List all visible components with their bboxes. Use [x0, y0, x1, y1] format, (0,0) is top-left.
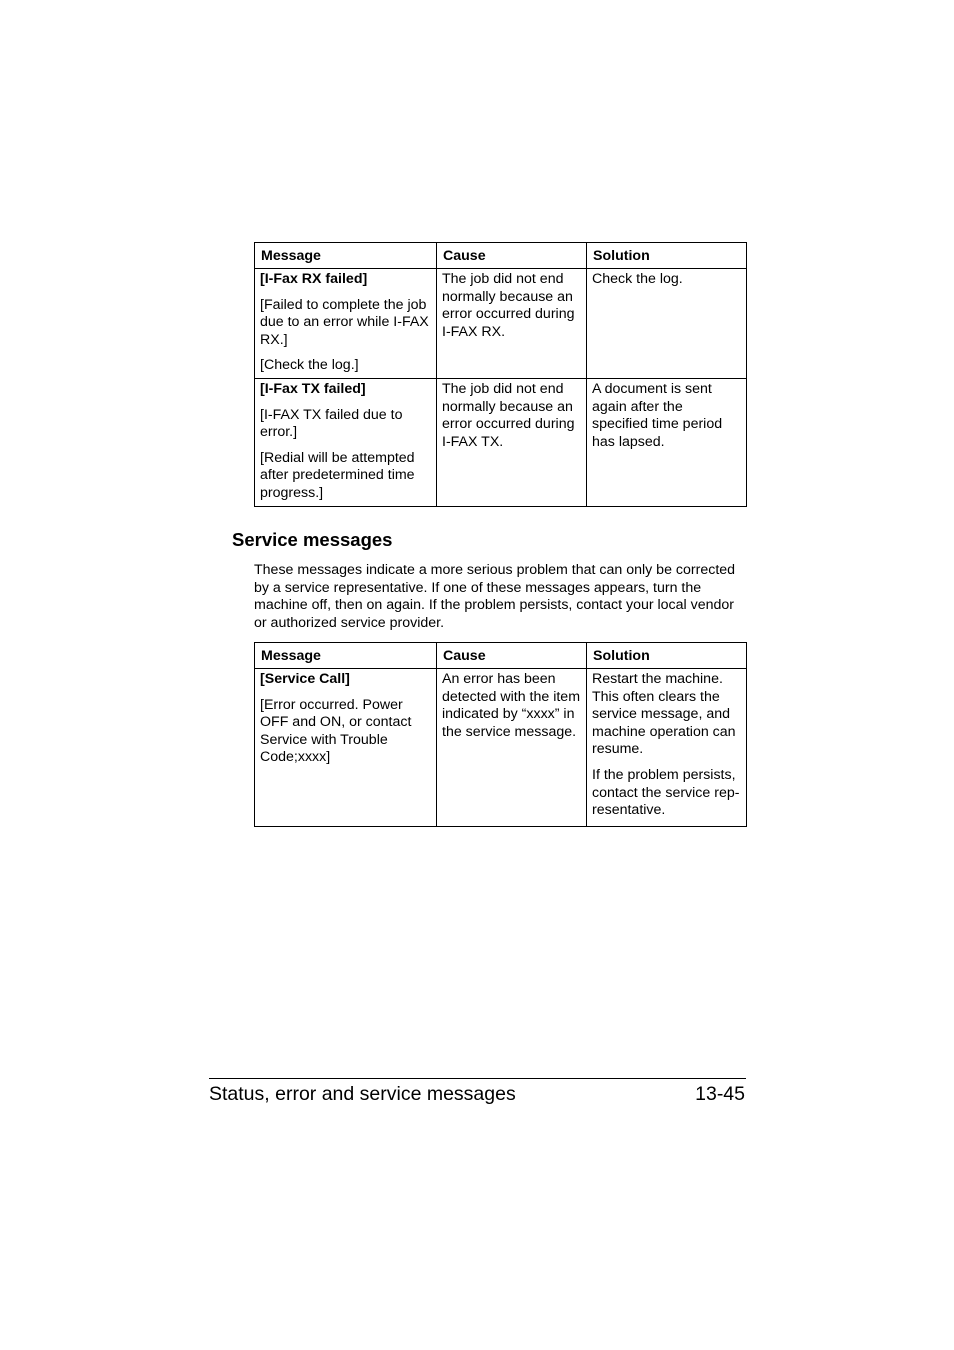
- section-heading: Service messages: [232, 529, 393, 550]
- message-cell: [255, 269, 437, 379]
- message-cell: [255, 379, 437, 507]
- message-cell: [255, 669, 437, 827]
- message-title: [Service Call]: [260, 671, 350, 687]
- table-row: [255, 379, 747, 507]
- column-header-cause: Cause: [437, 243, 587, 269]
- solution-text: If the problem persists, contact the service rep-resentative.: [592, 766, 740, 819]
- solution-text: A document is sent again after the specified time period has lapsed.: [592, 381, 723, 450]
- column-header-solution: Solution: [587, 243, 747, 269]
- column-header-message: Message: [255, 643, 437, 669]
- cause-cell: [437, 269, 587, 379]
- message-line: [I-FAX TX failed due to error.]: [260, 406, 403, 441]
- message-title: [I-Fax RX failed]: [260, 271, 368, 287]
- column-header-solution: Solution: [587, 643, 747, 669]
- message-line: [Redial will be attempted after predetermined time progress.]: [260, 449, 415, 501]
- page-number: 13-45: [695, 1083, 745, 1105]
- table-row: [255, 269, 747, 379]
- message-line: [Failed to complete the job due to an error while I-FAX RX.]: [260, 296, 429, 348]
- table-header-row: [255, 643, 747, 669]
- message-line: [Error occurred. Power OFF and ON, or contact Service with Trouble Code;xxxx]: [260, 696, 412, 766]
- service-messages-table: [254, 642, 747, 827]
- intro-paragraph: These messages indicate a more serious problem that can only be corrected by a service representative. If one of these messages appears, turn the machine off, then on again. If the problem persists, contact your local vendor or authorized service provider.: [254, 562, 736, 631]
- message-title: [I-Fax TX failed]: [260, 381, 366, 397]
- footer-divider: [209, 1078, 746, 1079]
- solution-cell: [587, 379, 747, 507]
- cause-text: The job did not end normally because an error occurred during I-FAX RX.: [442, 271, 575, 340]
- solution-text: Check the log.: [592, 271, 683, 287]
- solution-cell: [587, 269, 747, 379]
- message-line: [Check the log.]: [260, 357, 359, 374]
- cause-cell: [437, 379, 587, 507]
- column-header-message: Message: [255, 243, 437, 269]
- table-row: [255, 669, 747, 827]
- cause-cell: [437, 669, 587, 827]
- solution-text: Restart the machine. This often clears the service message, and machine operation can resume.: [592, 671, 736, 758]
- solution-cell: [587, 669, 747, 827]
- column-header-cause: Cause: [437, 643, 587, 669]
- cause-text: The job did not end normally because an error occurred during I-FAX TX.: [442, 381, 575, 450]
- table-header-row: [255, 243, 747, 269]
- footer-title: Status, error and service messages: [209, 1083, 516, 1105]
- cause-text: An error has been detected with the item indicated by “xxxx” in the service message.: [442, 671, 581, 740]
- fax-error-messages-table: [254, 242, 747, 507]
